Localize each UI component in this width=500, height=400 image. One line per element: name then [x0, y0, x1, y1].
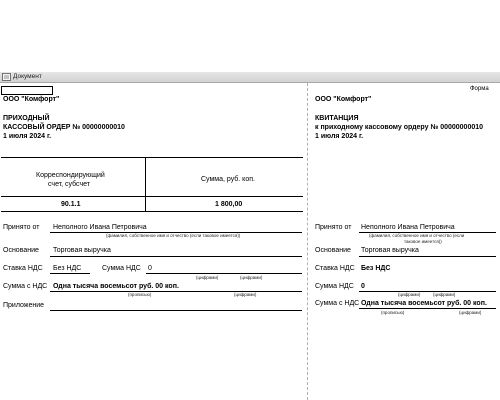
receipt-title-line2: к приходному кассовому ордеру № 00000000010	[315, 124, 484, 131]
order-title-line2: КАССОВЫЙ ОРДЕР № 00000000010	[3, 124, 125, 131]
table-header-account-line2: счет, субсчет	[48, 181, 90, 188]
receipt-received-from-label: Принято от	[315, 224, 352, 231]
receipt-basis-label: Основание	[315, 247, 351, 254]
receipt-vat-rate-value[interactable]: Без НДС	[361, 265, 391, 272]
order-name-hint: (фамилия, собственное имя и отчество (если таковое имеется))	[106, 233, 241, 238]
cut-line	[307, 83, 308, 400]
table-cell-account[interactable]: 90.1.1	[61, 201, 81, 208]
table-header-border	[1, 196, 303, 197]
table-header-amount: Сумма, руб. коп.	[201, 176, 255, 183]
order-vat-rate-line	[50, 273, 90, 274]
order-sum-with-vat-label: Сумма с НДС	[3, 283, 48, 290]
receipt-received-from-value[interactable]: Неполного Ивана Петровича	[361, 224, 455, 231]
receipt-date: 1 июля 2024 г.	[315, 133, 364, 140]
order-attachment-label: Приложение	[3, 302, 45, 309]
receipt-vat-digits-hint: (цифрами)	[398, 292, 421, 297]
table-bottom-border	[1, 211, 303, 212]
receipt-sum-with-vat-label: Сумма с НДС	[315, 300, 360, 307]
order-received-from-label: Принято от	[3, 224, 40, 231]
order-vat-sum-label: Сумма НДС	[102, 265, 141, 272]
receipt-organization: ООО "Комфорт"	[315, 96, 372, 103]
receipt-form-label: Форма	[470, 86, 489, 92]
receipt-vat-rate-label: Ставка НДС	[315, 265, 355, 272]
receipt-basis-line	[359, 256, 496, 257]
receipt-name-hint-line2: таковое имеется))	[404, 239, 442, 244]
order-organization: ООО "Комфорт"	[3, 96, 60, 103]
order-vat-rate-value[interactable]: Без НДС	[53, 265, 82, 272]
order-sum-with-vat-value[interactable]: Одна тысяча восемьсот руб. 00 коп.	[53, 283, 179, 290]
order-vat-digits-hint-2: (цифрами)	[240, 275, 263, 280]
order-sum-with-vat-line	[50, 291, 302, 292]
receipt-basis-value[interactable]: Торговая выручка	[361, 247, 419, 254]
document-icon	[2, 73, 11, 81]
receipt-sum-with-vat-line	[359, 308, 496, 309]
receipt-vat-sum-line	[359, 291, 496, 292]
receipt-sum-digits-hint: (цифрами)	[459, 310, 482, 315]
order-title-line1: ПРИХОДНЫЙ	[3, 115, 50, 122]
order-vat-sum-line	[146, 273, 302, 274]
order-words-hint: (прописью)	[128, 292, 152, 297]
order-vat-digits-hint: (цифрами)	[196, 275, 219, 280]
order-sum-digits-hint: (цифрами)	[234, 292, 257, 297]
order-basis-value[interactable]: Торговая выручка	[53, 247, 111, 254]
table-header-account-line1: Корреспондирующий	[36, 172, 105, 179]
order-attachment-line	[50, 310, 302, 311]
order-date: 1 июля 2024 г.	[3, 133, 52, 140]
receipt-sum-with-vat-value[interactable]: Одна тысяча восемьсот руб. 00 коп.	[361, 300, 487, 307]
table-cell-amount[interactable]: 1 800,00	[215, 201, 243, 208]
receipt-vat-digits-hint-2: (цифрами)	[433, 292, 456, 297]
order-basis-line	[50, 256, 302, 257]
receipt-name-hint-line1: (фамилия, собственное имя и отчество (если	[369, 233, 465, 238]
receipt-vat-sum-value[interactable]: 0	[361, 283, 365, 290]
order-vat-rate-label: Ставка НДС	[3, 265, 43, 272]
receipt-title-line1: КВИТАНЦИЯ	[315, 115, 359, 122]
order-vat-sum-value[interactable]: 0	[148, 265, 152, 272]
receipt-words-hint: (прописью)	[381, 310, 405, 315]
order-received-from-value[interactable]: Неполного Ивана Петровича	[53, 224, 147, 231]
order-basis-label: Основание	[3, 247, 39, 254]
window-title-bar	[0, 72, 500, 83]
receipt-vat-sum-label: Сумма НДС	[315, 283, 354, 290]
table-column-divider	[145, 157, 146, 211]
table-top-border	[1, 157, 303, 158]
selected-cell[interactable]	[1, 86, 53, 95]
window-title: Документ	[13, 73, 42, 80]
